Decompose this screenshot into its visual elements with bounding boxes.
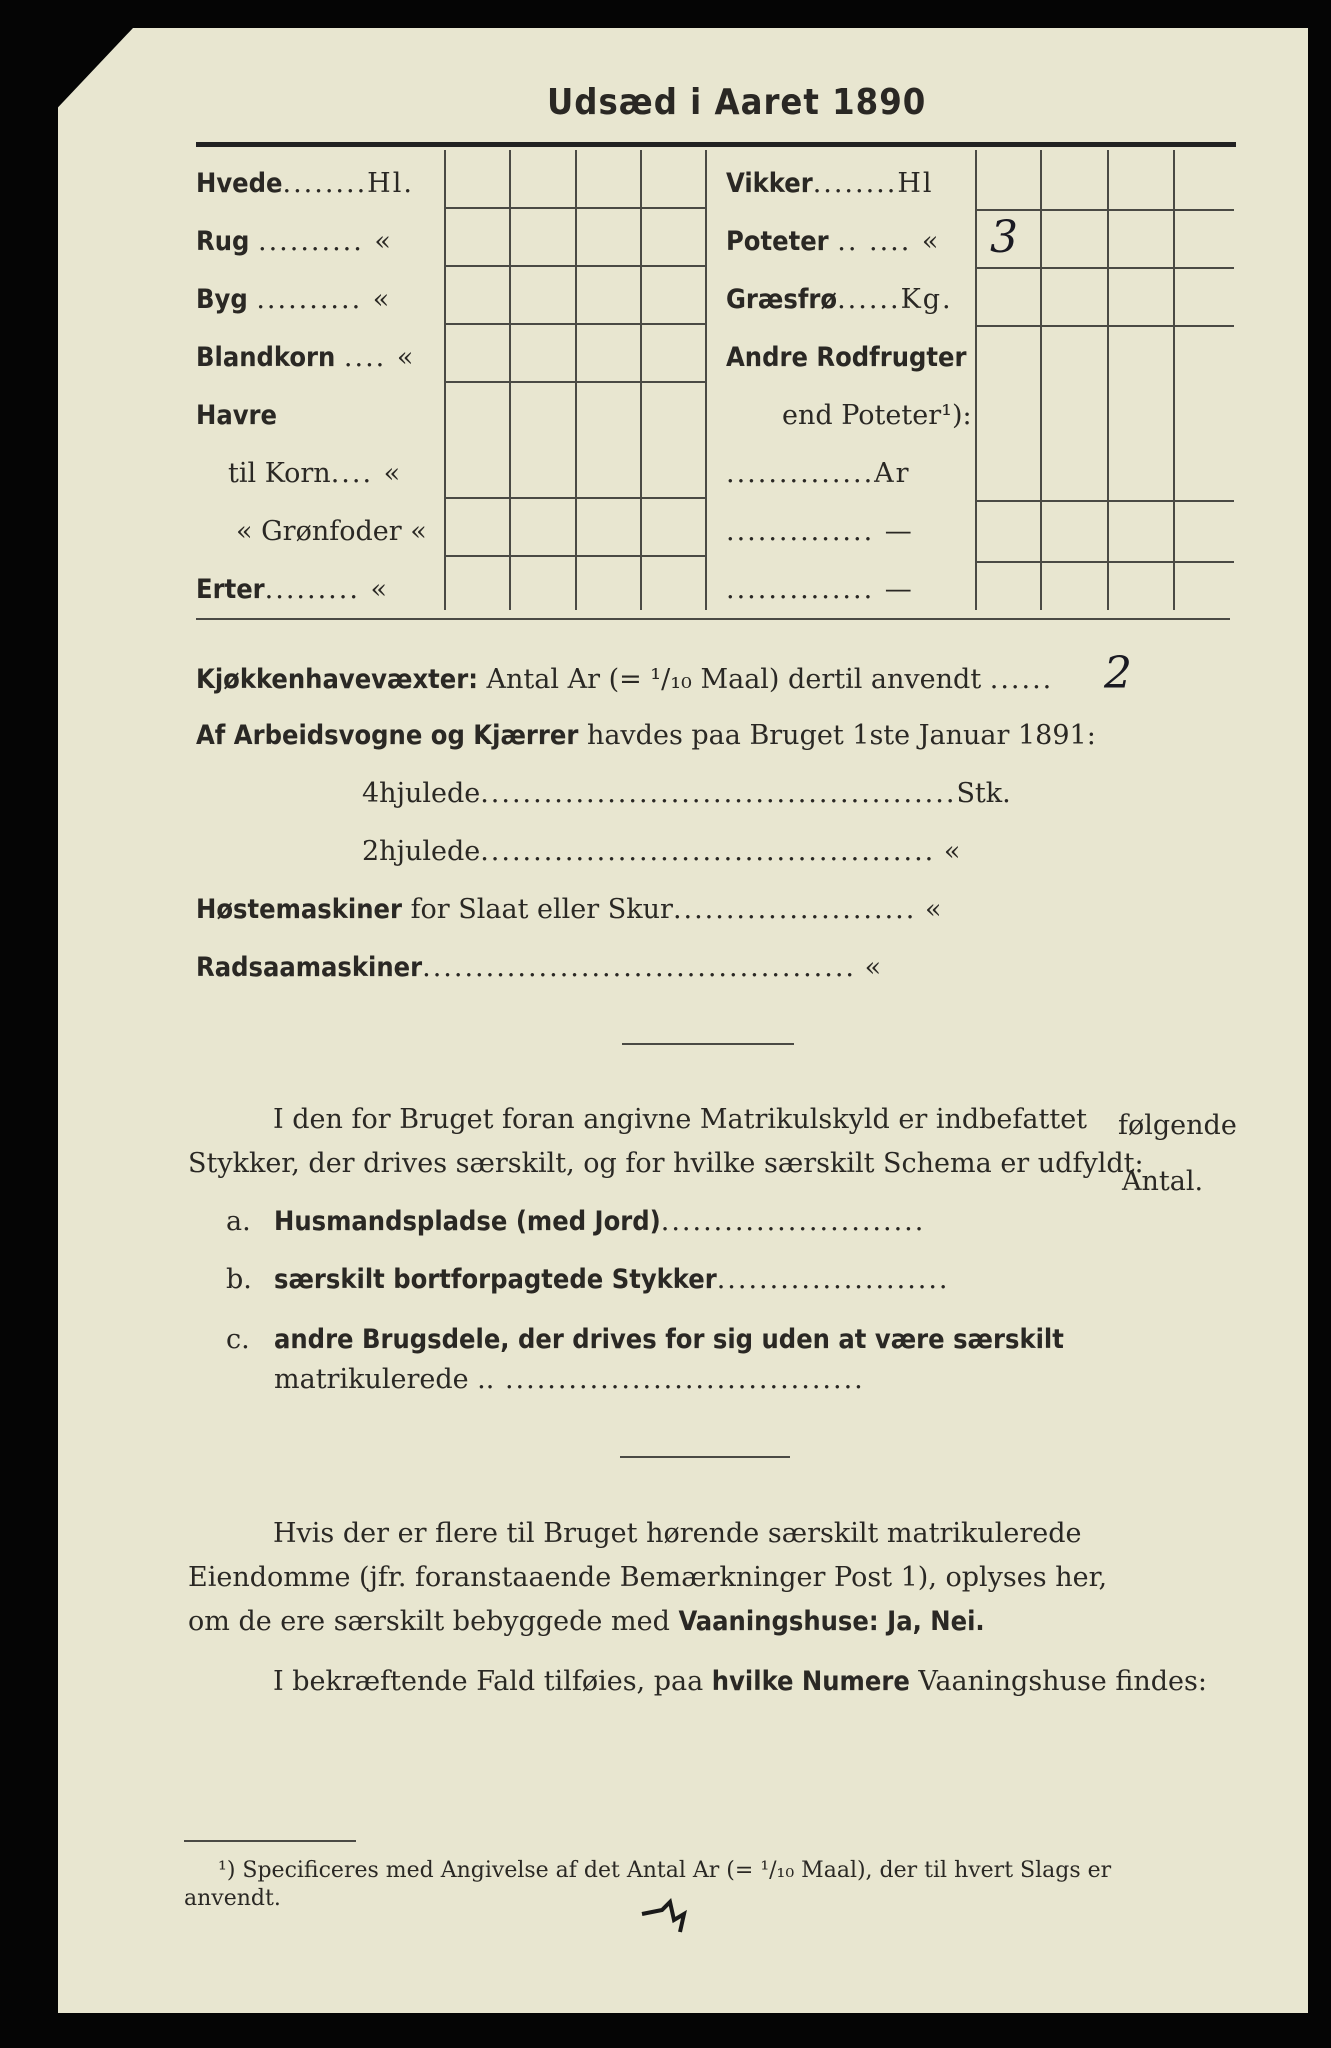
grid-rule [975,325,1234,327]
grid-rule [444,497,705,499]
title-rule [196,142,1236,147]
crop-row-blank: .............. — [726,516,914,547]
grid-rule [444,207,705,209]
seed-unit: « [864,952,882,983]
kitchen-text: Antal Ar (= ¹/₁₀ Maal) dertil anvendt [486,664,982,695]
grid-rule [444,381,705,383]
grid-rule [444,265,705,267]
kitchen-dots: ...... [989,664,1054,695]
item-text: Husmandspladse (med Jord) [274,1206,661,1237]
table-bottom-rule [196,618,1230,620]
four-wheel-line: 4hjulede.............................................Stk. [362,778,1011,809]
matrikul-intro-1: I den for Bruget foran angivne Matrikulskyld er indbefattet [273,1104,1088,1135]
eiendomme-line-3 [188,1606,985,1637]
crop-name: Havre [196,400,278,431]
section-divider [705,150,707,610]
four-wheel-unit: Stk. [956,778,1011,809]
crop-row-rug [196,226,393,257]
item-text-2: matrikulerede .. [274,1364,495,1395]
crop-unit: .... « [343,342,416,373]
crop-unit: .......... « [258,226,393,257]
grid-line [640,150,642,610]
crop-name: til Korn [228,458,331,489]
grid-line [1173,150,1175,610]
crop-row-til-korn [228,458,402,489]
footnote-line-1: ¹) Specificeres med Angivelse af det Antal Ar (= ¹/₁₀ Maal), der til hvert Slags er [218,1858,1112,1883]
ink-mark [640,1896,700,1936]
footnote-rule [184,1840,356,1842]
harvest-text: for Slaat eller Skur [410,894,673,925]
crop-row-vikker [726,168,934,199]
eiendomme-line-2: Eiendomme (jfr. foranstaaende Bemærkninger Post 1), oplyses her, [188,1562,1108,1593]
grid-line [444,150,446,610]
crop-unit: .. .... « [837,226,941,257]
kitchen-label: Kjøkkenhavevæxter: [196,664,478,695]
poteter-value: 3 [990,212,1018,263]
crop-row-andre-rodfrugter: Andre Rodfrugter [726,342,967,373]
grid-line [509,150,511,610]
footnote-line-2: anvendt. [184,1886,281,1911]
harvest-unit: « [924,894,942,925]
crop-unit: ........Hl [812,168,934,199]
crop-row-byg [196,284,391,315]
grid-rule [444,555,705,557]
crop-name: Erter [196,574,265,605]
grid-rule [975,500,1234,502]
matrikul-intro-2: Stykker, der drives særskilt, og for hvilke særskilt Schema er udfyldt: [188,1148,1144,1179]
crop-row-havre [196,400,277,431]
matrikul-item-b: b. særskilt bortforpagtede Stykker...................... [226,1264,950,1295]
seed-machines-line: Radsaamaskiner......................................... « [196,952,882,983]
grid-rule [975,209,1234,211]
matrikul-item-a: a. Husmandspladse (med Jord)......................... [226,1206,926,1237]
wagons-label: Af Arbeidsvogne og Kjærrer [196,720,579,751]
item-text: særskilt bortforpagtede Stykker [274,1264,717,1295]
crop-row-blandkorn [196,342,415,373]
four-wheel-label: 4hjulede [362,778,481,809]
kitchen-value: 2 [1104,648,1132,699]
wagons-text: havdes paa Bruget 1ste Januar 1891: [586,720,1096,751]
eiendomme-line-4 [273,1666,1207,1697]
crop-name: Vikker [726,168,813,199]
crop-row-end-poteter: end Poteter¹): [782,400,972,431]
antal-header: Antal. [1122,1166,1204,1197]
vaaningshuse-label: Vaaningshuse: [678,1606,879,1637]
eiendomme-line-3a: om de ere særskilt bebyggede med [188,1606,670,1637]
crop-name: « Grønfoder [236,516,402,547]
item-letter: b. [226,1264,252,1295]
grid-rule [444,323,705,325]
crop-name: Rug [196,226,250,257]
crop-unit: ......... « [264,574,390,605]
crop-row-graesfro [726,284,953,315]
section-separator [622,1043,794,1045]
crop-row-hvede [196,168,414,199]
crop-unit: ........Hl. [282,168,414,199]
crop-name: Poteter [726,226,829,257]
crop-name: Blandkorn [196,342,336,373]
grid-line [975,150,977,610]
two-wheel-label: 2hjulede [362,836,481,867]
harvest-machines-line: Høstemaskiner for Slaat eller Skur....................... « [196,894,942,925]
crop-name: Hvede [196,168,283,199]
crop-row-ar: ..............Ar [726,458,911,489]
grid-rule [975,267,1234,269]
ja-nei-options: Ja, Nei. [887,1606,985,1637]
crop-unit: ......Kg. [837,284,953,315]
wagons-line [196,720,1096,751]
crop-name: Byg [196,284,248,315]
crop-unit: .... « [330,458,403,489]
harvest-label: Høstemaskiner [196,894,402,925]
item-letter: c. [226,1324,250,1355]
two-wheel-unit: « [943,836,961,867]
crop-row-erter [196,574,389,605]
matrikul-item-c [226,1324,1064,1355]
section-separator [620,1456,790,1458]
crop-row-blank: .............. — [726,574,914,605]
page-title: Udsæd i Aaret 1890 [547,82,927,123]
grid-line [1107,150,1109,610]
matrikul-intro-1-end: følgende [1118,1110,1237,1141]
eiendomme-line-4a: I bekræftende Fald tilføies, paa [273,1666,704,1697]
item-text: andre Brugsdele, der drives for sig uden at være særskilt [274,1324,1064,1355]
crop-row-poteter [726,226,940,257]
crop-unit: .......... « [256,284,392,315]
grid-rule [975,561,1234,563]
item-letter: a. [226,1206,251,1237]
seed-label: Radsaamaskiner [196,952,423,983]
eiendomme-line-1: Hvis der er flere til Bruget hørende særskilt matrikulerede [273,1518,1082,1549]
kitchen-garden-line [196,664,1053,695]
matrikul-item-c-cont: matrikulerede .. .................................. [274,1364,865,1395]
grid-line [575,150,577,610]
eiendomme-line-4c: Vaaningshuse findes: [918,1666,1207,1697]
hvilke-numere: hvilke Numere [711,1666,910,1697]
crop-row-gronfoder [236,516,427,547]
grid-line [1040,150,1042,610]
crop-name: Græsfrø [726,284,838,315]
crop-unit: « [410,516,427,547]
two-wheel-line: 2hjulede........................................... « [362,836,961,867]
